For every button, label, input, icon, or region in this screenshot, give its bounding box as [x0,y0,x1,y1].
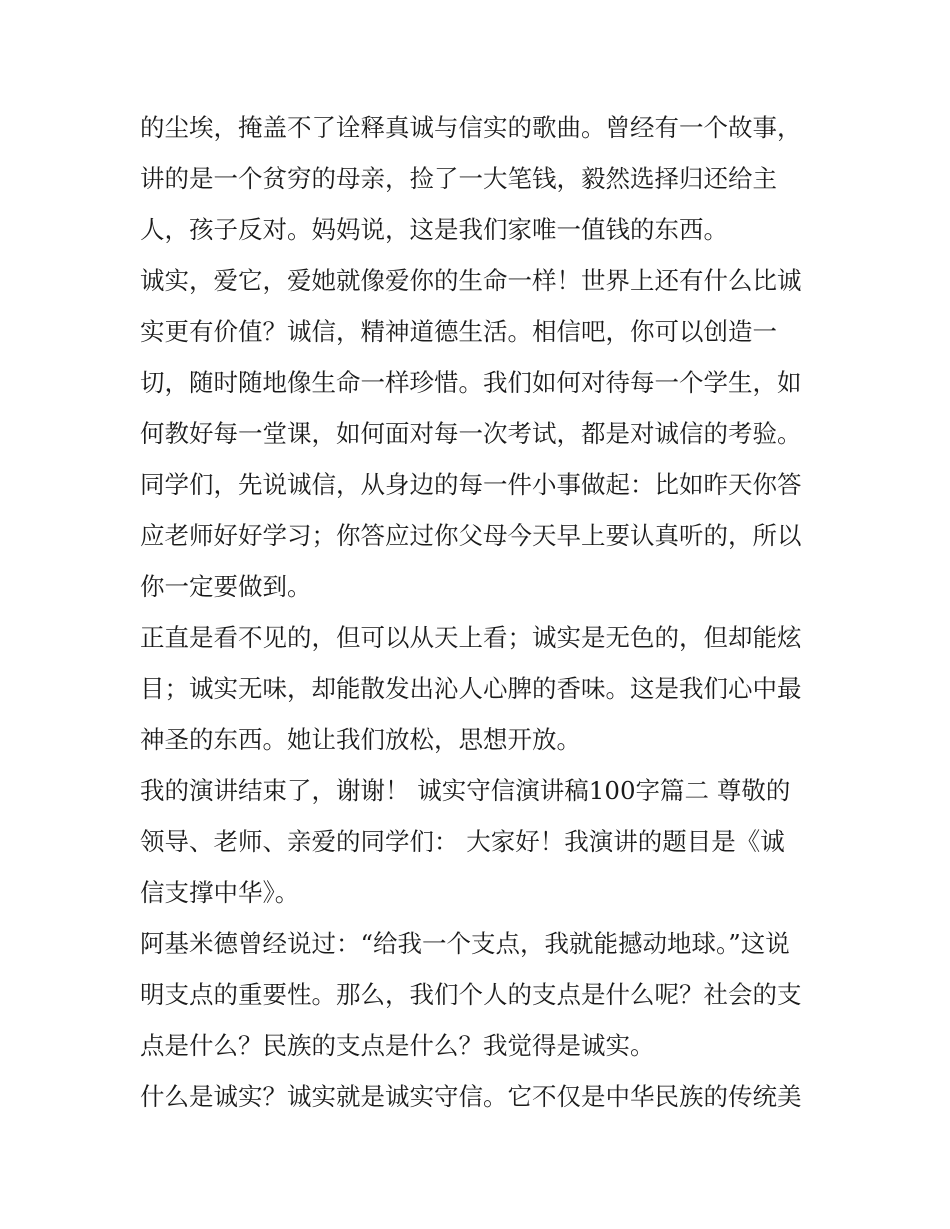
text-line: 何教好每一堂课，如何面对每一次考试，都是对诚信的考验。 [140,419,802,448]
text-line: 切，随时随地像生命一样珍惜。我们如何对待每一个学生，如 [140,368,802,397]
text-line: 明支点的重要性。那么，我们个人的支点是什么呢？社会的支 [140,980,802,1009]
text-line: 应老师好好学习；你答应过你父母今天早上要认真听的，所以 [140,521,802,550]
text-line: 目；诚实无味，却能散发出沁人心脾的香味。这是我们心中最 [140,674,802,703]
text-line: 正直是看不见的，但可以从天上看；诚实是无色的，但却能炫 [140,623,802,652]
text-line: 领导、老师、亲爱的同学们： 大家好！我演讲的题目是《诚 [140,827,785,856]
text-line: 我的演讲结束了，谢谢！ 诚实守信演讲稿100字篇二 尊敬的 [140,776,791,805]
text-line: 神圣的东西。她让我们放松，思想开放。 [140,725,581,754]
text-line: 诚实，爱它，爱她就像爱你的生命一样！世界上还有什么比诚 [140,266,802,295]
body-text [140,102,830,1122]
text-line: 你一定要做到。 [140,572,312,601]
text-line: 讲的是一个贫穷的母亲，捡了一大笔钱，毅然选择归还给主 [140,164,777,193]
text-line: 实更有价值？诚信，精神道德生活。相信吧，你可以创造一 [140,317,777,346]
text-line: 点是什么？民族的支点是什么？我觉得是诚实。 [140,1031,655,1060]
text-line: 信支撑中华》。 [140,878,300,907]
text-line: 同学们，先说诚信，从身边的每一件小事做起：比如昨天你答 [140,470,802,499]
text-line: 的尘埃，掩盖不了诠释真诚与信实的歌曲。曾经有一个故事， [140,113,802,142]
text-line: 阿基米德曾经说过：“给我一个支点，我就能撼动地球。”这说 [140,929,790,958]
text-line: 什么是诚实？诚实就是诚实守信。它不仅是中华民族的传统美 [140,1082,802,1111]
text-line: 人，孩子反对。妈妈说，这是我们家唯一值钱的东西。 [140,215,728,244]
